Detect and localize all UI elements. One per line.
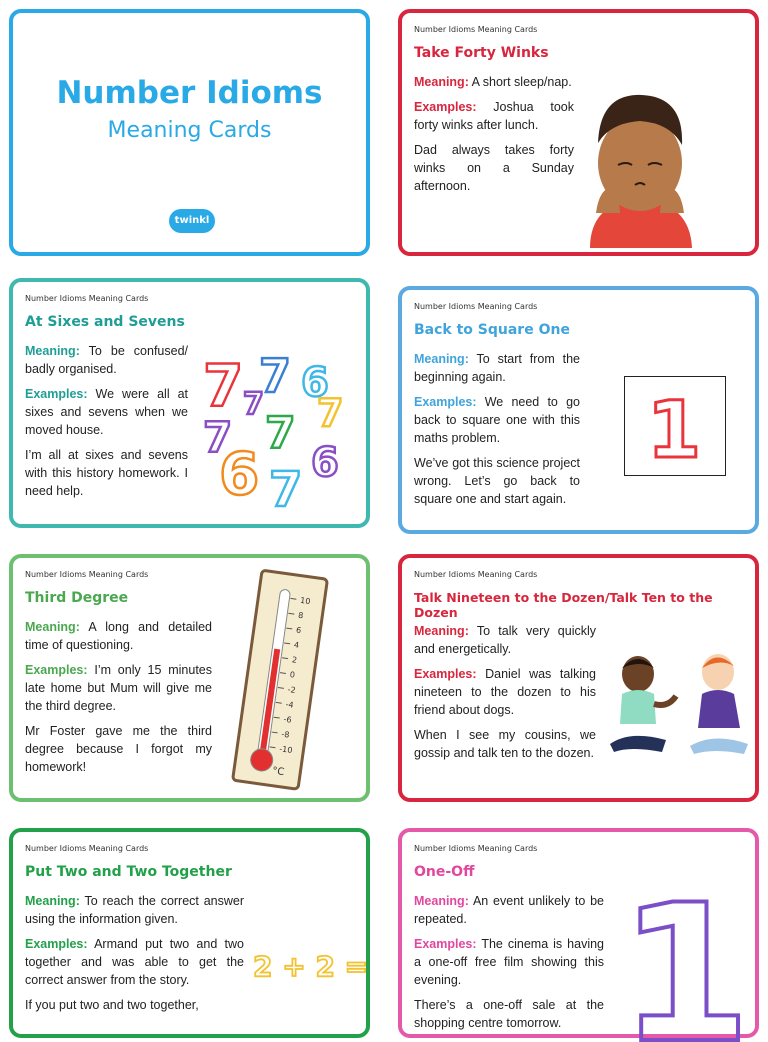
meaning-text: An event unlikely to be repeated. [414, 894, 604, 926]
example-1: Daniel was talking nineteen to the dozen to his friend about dogs. [414, 667, 596, 717]
thermometer-tick-label: 4 [293, 640, 300, 650]
svg-text:7: 7 [317, 391, 344, 435]
cover-title: Number Idioms [56, 75, 323, 111]
card-header: Number Idioms Meaning Cards [414, 25, 538, 34]
example-2: I’m all at sixes and sevens with this history homework. I need help. [25, 448, 188, 498]
card-title: Talk Nineteen to the Dozen/Talk Ten to the Dozen [414, 590, 713, 620]
examples-label: Examples: [414, 395, 477, 409]
example-1: We need to go back to square one with this maths problem. [414, 395, 580, 445]
meaning-label: Meaning: [25, 894, 80, 908]
svg-text:7: 7 [203, 413, 233, 462]
card-header: Number Idioms Meaning Cards [414, 302, 538, 311]
meaning-text: A long and detailed time of questioning. [25, 620, 212, 652]
example-1: The cinema is having a one-off free film showing this evening. [414, 937, 604, 987]
card-body [25, 892, 244, 1021]
card-title: Take Forty Winks [414, 45, 549, 61]
svg-text:6: 6 [219, 440, 260, 508]
meaning-label: Meaning: [25, 344, 80, 358]
one-off-illustration [618, 864, 752, 1042]
meaning-label: Meaning: [414, 75, 469, 89]
example-1: I’m only 15 minutes late home but Mum will give me the third degree. [25, 663, 213, 713]
svg-text:7: 7 [259, 349, 292, 403]
thermometer-tick-label: 2 [291, 655, 298, 665]
examples-label: Examples: [414, 937, 477, 951]
card-header: Number Idioms Meaning Cards [414, 570, 538, 579]
two-plus-two-illustration [251, 944, 369, 984]
meaning-text: A short sleep/nap. [471, 75, 572, 89]
card-body [414, 73, 574, 202]
thermometer-tick-label: -4 [285, 699, 295, 710]
card-body [414, 622, 596, 769]
thermometer-tick-label: -6 [282, 714, 293, 725]
card-title: One-Off [414, 864, 475, 880]
card-title: Back to Square One [414, 322, 570, 338]
meaning-label: Meaning: [414, 352, 469, 366]
thermometer-tick-label: 8 [297, 610, 304, 621]
thermometer-tick-label: -2 [287, 684, 297, 695]
card-take-forty-winks [398, 9, 759, 256]
meaning-label: Meaning: [25, 620, 80, 634]
svg-text:7: 7 [269, 462, 303, 518]
thermometer-unit: °C [271, 765, 285, 779]
examples-label: Examples: [25, 937, 88, 951]
card-body [25, 342, 188, 507]
example-2: When I see my cousins, we gossip and talk ten to the dozen. [414, 728, 596, 760]
card-header: Number Idioms Meaning Cards [25, 294, 149, 303]
two-boys-talking-illustration [610, 648, 750, 758]
thermometer-tick-label: 6 [295, 625, 302, 636]
examples-label: Examples: [25, 663, 88, 677]
svg-text:6: 6 [311, 440, 339, 486]
example-2: There’s a one-off sale at the shopping centre tomorrow. [414, 998, 604, 1030]
example-2: Mr Foster gave me the third degree because I forgot my homework! [25, 724, 212, 774]
one-off-digit: 1 [618, 864, 752, 1042]
meaning-text: To talk very quickly and energetically. [414, 624, 596, 656]
cover-card [9, 9, 370, 256]
examples-label: Examples: [414, 100, 477, 114]
card-back-to-square-one [398, 286, 759, 534]
card-header: Number Idioms Meaning Cards [25, 570, 149, 579]
meaning-label: Meaning: [414, 624, 469, 638]
svg-text:7: 7 [243, 387, 264, 422]
card-put-two-and-two-together [9, 828, 370, 1038]
meaning-label: Meaning: [414, 894, 469, 908]
thermometer-tick-label: -10 [278, 744, 293, 756]
card-body [25, 618, 212, 783]
square-one-digit: 1 [646, 386, 702, 476]
card-body [414, 892, 604, 1039]
card-header: Number Idioms Meaning Cards [25, 844, 149, 853]
example-2: If you put two and two together, [25, 998, 199, 1012]
card-header: Number Idioms Meaning Cards [414, 844, 538, 853]
example-2: We’ve got this science project wrong. Let’s go back to square one and start again. [414, 456, 580, 506]
card-title: At Sixes and Sevens [25, 314, 185, 330]
example-2: Dad always takes forty winks on a Sunday afternoon. [414, 143, 574, 193]
twinkl-logo: twinkl [169, 209, 215, 233]
svg-text:7: 7 [203, 352, 244, 420]
meaning-text: To be confused/ badly organised. [25, 344, 188, 376]
card-title: Put Two and Two Together [25, 864, 232, 880]
example-1: We were all at sixes and sevens when we moved house. [25, 387, 188, 437]
square-one-box [624, 376, 726, 476]
meaning-text: To start from the beginning again. [414, 352, 581, 384]
sleepy-boy-illustration [580, 83, 700, 248]
card-one-off [398, 828, 759, 1042]
card-title: Third Degree [25, 590, 129, 606]
svg-text:7: 7 [265, 408, 296, 459]
card-at-sixes-and-sevens [9, 278, 370, 528]
thermometer-illustration [227, 566, 337, 794]
sixes-sevens-illustration [201, 344, 353, 518]
examples-label: Examples: [25, 387, 88, 401]
svg-text:6: 6 [301, 360, 329, 406]
two-plus-two-text: 2 + 2 = [253, 950, 369, 983]
thermometer-tick-label: 0 [289, 670, 296, 680]
thermometer-tick-label: -8 [280, 729, 291, 740]
example-1: Joshua took forty winks after lunch. [414, 100, 574, 132]
card-third-degree [9, 554, 370, 802]
thermometer-tick-label: 10 [299, 595, 311, 607]
examples-label: Examples: [414, 667, 477, 681]
card-body [414, 350, 580, 515]
example-1: Armand put two and two together and was able to get the correct answer from the story. [25, 937, 244, 987]
cover-subtitle: Meaning Cards [107, 118, 272, 143]
card-talk-nineteen [398, 554, 759, 802]
meaning-text: To reach the correct answer using the information given. [25, 894, 244, 926]
